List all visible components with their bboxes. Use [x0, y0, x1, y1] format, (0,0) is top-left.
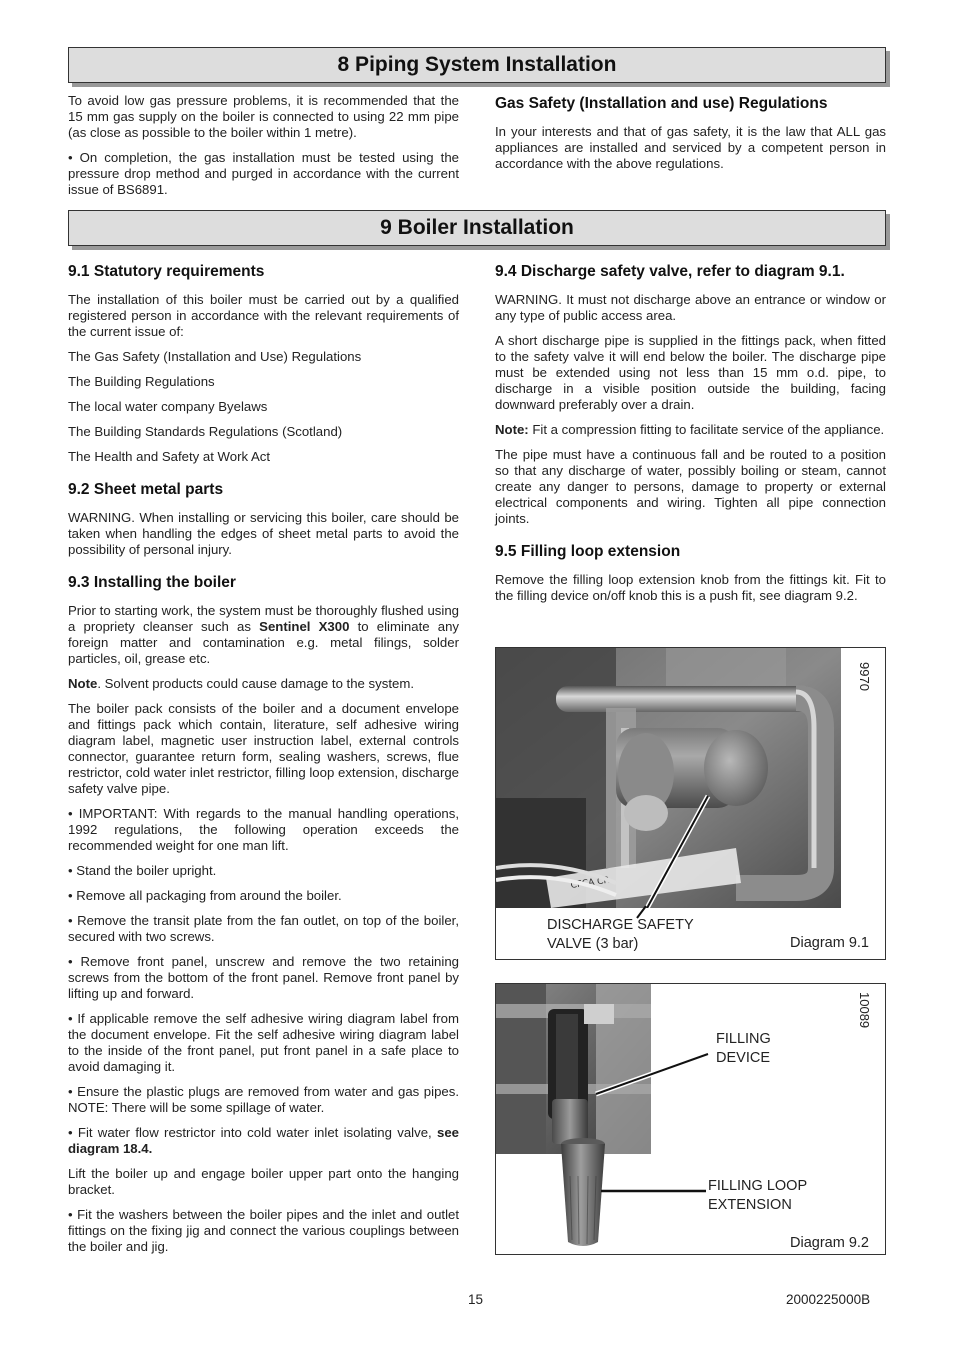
flush-text-a: Prior to starting work, the system must be thoroughly flushed using a propriety cleanser such as — [68, 603, 459, 634]
regulation-item: The local water company Byelaws — [68, 399, 268, 414]
manual-handling-paragraph: • IMPORTANT: With regards to the manual handling operations, 1992 regulations, the following operation exceeds the recommended weight for one man lift. — [68, 806, 459, 853]
label-line: FILLING — [716, 1031, 771, 1047]
heading-9-3: 9.3 Installing the boiler — [68, 574, 236, 591]
section-9-right-column — [495, 262, 886, 613]
label-line: VALVE (3 bar) — [547, 936, 639, 952]
note-text: Fit a compression fitting to facilitate service of the appliance. — [528, 422, 885, 437]
diagram-9-1 — [495, 647, 886, 960]
diagram-9-1-leader — [496, 648, 887, 961]
filling-loop-paragraph: Remove the filling loop extension knob from the fittings kit. Fit to the filling device on/off knob this is a push fit, see diagram 9.2. — [495, 572, 886, 603]
cleanser-name: Sentinel X300 — [259, 619, 350, 634]
label-line: EXTENSION — [708, 1197, 792, 1213]
sheet-metal-warning: WARNING. When installing or servicing this boiler, care should be taken when handling the edges of sheet metal parts to avoid the possibility of personal injury. — [68, 510, 459, 557]
statutory-intro: The installation of this boiler must be carried out by a qualified registered person in accordance with the relevant requirements of the current issue of: — [68, 292, 459, 339]
filling-device-label — [716, 1030, 771, 1068]
document-code: 2000225000B — [786, 1292, 871, 1307]
heading-9-2: 9.2 Sheet metal parts — [68, 481, 224, 498]
section-8-title: 8 Piping System Installation — [337, 53, 617, 76]
note-label: Note — [68, 676, 98, 691]
flow-restrictor-text: • Fit water flow restrictor into cold water inlet isolating valve, — [68, 1125, 437, 1140]
flush-paragraph — [68, 603, 459, 667]
section-9-left-column — [68, 262, 459, 1264]
label-line: FILLING LOOP — [708, 1178, 808, 1194]
label-line: DISCHARGE SAFETY — [547, 917, 694, 933]
section-8-left-column — [68, 93, 459, 207]
diagram-9-1-ref: 9970 — [857, 662, 872, 691]
pipe-fall-paragraph: The pipe must have a continuous fall and be routed to a position so that any discharge of water, possibly boiling or steam, cannot create any danger to persons, damage to property or external electrical components and wiring. Tighten all pipe connection joints. — [495, 447, 886, 526]
section-9-banner — [68, 210, 886, 246]
label-line: DEVICE — [716, 1050, 770, 1066]
step-remove-transit-plate: • Remove the transit plate from the fan outlet, on top of the boiler, secured with two screws. — [68, 913, 459, 944]
section-9-title: 9 Boiler Installation — [380, 216, 574, 239]
regulation-item: The Gas Safety (Installation and Use) Regulations — [68, 349, 362, 364]
filling-loop-extension-label — [708, 1177, 807, 1215]
solvent-note — [68, 676, 459, 692]
heading-9-5: 9.5 Filling loop extension — [495, 543, 681, 560]
regulation-item: The Building Standards Regulations (Scotland) — [68, 424, 343, 439]
gas-safety-paragraph: In your interests and that of gas safety, it is the law that ALL gas appliances are installed and serviced by a competent person in accordance with the above regulations. — [495, 124, 886, 171]
gas-safety-heading: Gas Safety (Installation and use) Regulations — [495, 95, 828, 112]
step-remove-packaging: • Remove all packaging from around the boiler. — [68, 888, 342, 903]
discharge-pipe-paragraph: A short discharge pipe is supplied in the fittings pack, when fitted to the safety valve it will end below the boiler. The discharge pipe must be extended using not less than 15 mm o.d. pipe, to discharge in a visible position outside the building, facing downward preferably over a drain. — [495, 333, 886, 412]
step-lift-boiler: Lift the boiler up and engage boiler upper part onto the hanging bracket. — [68, 1166, 459, 1197]
compression-note — [495, 422, 886, 438]
diagram-9-2-caption: Diagram 9.2 — [790, 1235, 869, 1251]
step-fit-washers: • Fit the washers between the boiler pipes and the inlet and outlet fittings on the fixing jig and connect the various couplings between the boiler and jig. — [68, 1207, 459, 1254]
diagram-9-2 — [495, 983, 886, 1255]
heading-9-1: 9.1 Statutory requirements — [68, 263, 265, 280]
see-diagram-ref: see diagram 18.4. — [68, 1125, 459, 1156]
regulation-item: The Building Regulations — [68, 374, 215, 389]
section-8-right-column — [495, 94, 886, 181]
page-number: 15 — [468, 1292, 484, 1307]
gas-test-paragraph: • On completion, the gas installation must be tested using the pressure drop method and purged in accordance with the current issue of BS6891. — [68, 150, 459, 197]
label-strip-text: CFCA CR — [570, 875, 611, 891]
step-plastic-plugs: • Ensure the plastic plugs are removed from water and gas pipes. NOTE: There will be some spillage of water. — [68, 1084, 459, 1115]
discharge-valve-label — [547, 916, 694, 954]
diagram-9-2-leaders — [496, 984, 887, 1256]
gas-supply-paragraph: To avoid low gas pressure problems, it is recommended that the 15 mm gas supply on the boiler is connected to using 22 mm pipe (as close as possible to the boiler within 1 metre). — [68, 93, 459, 140]
note-text: . Solvent products could cause damage to the system. — [97, 676, 414, 691]
diagram-9-2-ref: 10089 — [857, 992, 872, 1029]
pack-contents-paragraph: The boiler pack consists of the boiler and a document envelope and fittings pack which contain, literature, self adhesive wiring diagram label, magnetic user instruction label, external controls connector, guarantee return form, sealing washers, screws, flue restrictor, cold water inlet restrictor, filling loop extension, discharge safety valve pipe. — [68, 701, 459, 796]
section-8-banner — [68, 47, 886, 83]
heading-9-4: 9.4 Discharge safety valve, refer to diagram 9.1. — [495, 263, 845, 280]
discharge-warning: WARNING. It must not discharge above an entrance or window or any type of public access area. — [495, 292, 886, 323]
diagram-9-1-caption: Diagram 9.1 — [790, 935, 869, 951]
regulation-item: The Health and Safety at Work Act — [68, 449, 271, 464]
step-flow-restrictor — [68, 1125, 459, 1157]
flush-text-b: to eliminate any foreign matter and contamination e.g. metal filings, solder particles, oil, grease etc. — [68, 619, 460, 666]
step-remove-front-panel: • Remove front panel, unscrew and remove the two retaining screws from the bottom of the front panel. Remove front panel by lifting up and forward. — [68, 954, 459, 1001]
note-label: Note: — [495, 422, 529, 437]
step-wiring-label: • If applicable remove the self adhesive wiring diagram label from the document envelope. Fit the self adhesive wiring diagram label to the inside of the front panel, put front panel in a safe place to avoid damaging it. — [68, 1011, 459, 1074]
step-stand-upright: • Stand the boiler upright. — [68, 863, 217, 878]
